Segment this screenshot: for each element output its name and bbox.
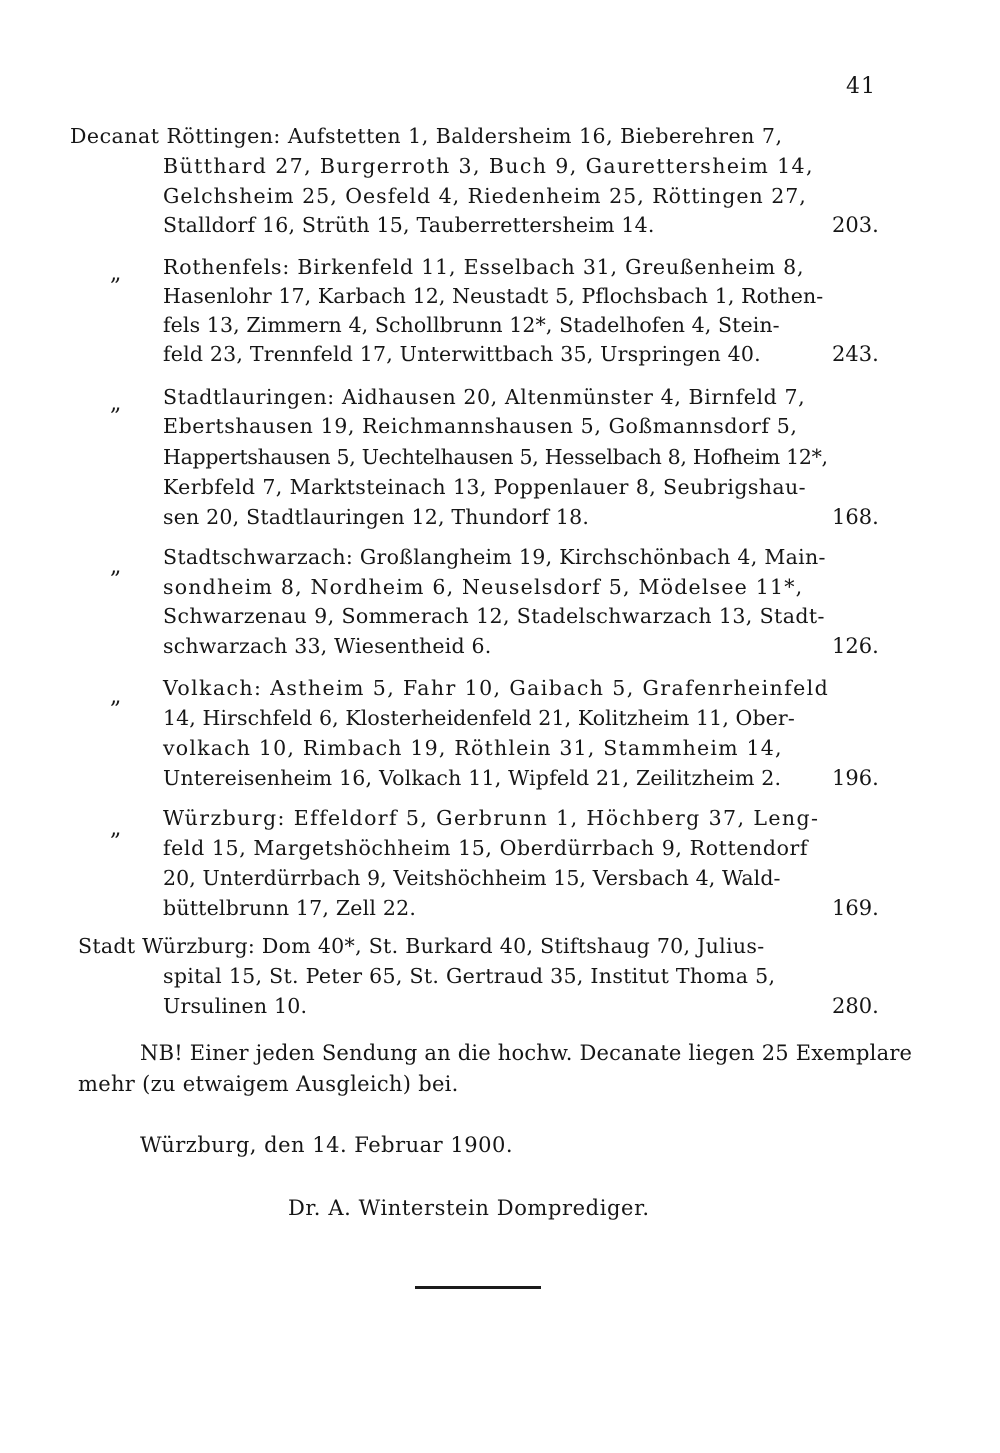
entry-total: 168. <box>832 505 879 529</box>
entry-line: Stalldorf 16, Strüth 15, Tauberrettersheim 14. <box>163 213 655 237</box>
entry-line: Rothenfels: Birkenfeld 11, Esselbach 31, Greußenheim 8, <box>163 255 805 279</box>
ditto-mark: „ <box>110 391 122 416</box>
entry-line: Volkach: Astheim 5, Fahr 10, Gaibach 5, Grafenrheinfeld <box>163 676 830 700</box>
entry-line: Decanat Röttingen: Aufstetten 1, Baldersheim 16, Bieberehren 7, <box>70 124 783 148</box>
entry-total: 243. <box>832 342 879 366</box>
ditto-mark: „ <box>110 261 122 286</box>
entry-total: 126. <box>832 634 879 658</box>
entry-total: 203. <box>832 213 879 237</box>
entry-line: sondheim 8, Nordheim 6, Neuselsdorf 5, Mödelsee 11*, <box>163 575 804 599</box>
entry-line: Bütthard 27, Burgerroth 3, Buch 9, Gaurettersheim 14, <box>163 154 814 178</box>
page-number: 41 <box>846 74 876 99</box>
entry-total: 280. <box>832 994 879 1018</box>
entry-line: volkach 10, Rimbach 19, Röthlein 31, Stammheim 14, <box>163 736 783 760</box>
entry-line: Ebertshausen 19, Reichmannshausen 5, Goßmannsdorf 5, <box>163 414 798 438</box>
entry-line: feld 23, Trennfeld 17, Unterwittbach 35, Urspringen 40. <box>163 342 761 366</box>
entry-line: schwarzach 33, Wiesentheid 6. <box>163 634 492 658</box>
entry-line: Schwarzenau 9, Sommerach 12, Stadelschwarzach 13, Stadt- <box>163 604 825 628</box>
entry-line: feld 15, Margetshöchheim 15, Oberdürrbach 9, Rottendorf <box>163 836 809 860</box>
entry-line: fels 13, Zimmern 4, Schollbrunn 12*, Stadelhofen 4, Stein- <box>163 313 780 337</box>
entry-line: Untereisenheim 16, Volkach 11, Wipfeld 21, Zeilitzheim 2. <box>163 766 782 790</box>
entry-line: Kerbfeld 7, Marktsteinach 13, Poppenlauer 8, Seubrigshau- <box>163 475 806 499</box>
note-line-1: NB! Einer jeden Sendung an die hochw. Decanate liegen 25 Exemplare <box>140 1041 913 1065</box>
entry-line: sen 20, Stadtlauringen 12, Thundorf 18. <box>163 505 590 529</box>
ditto-mark: „ <box>110 816 122 841</box>
entry-total: 196. <box>832 766 879 790</box>
ditto-mark: „ <box>110 554 122 579</box>
entry-line: 14, Hirschfeld 6, Klosterheidenfeld 21, Kolitzheim 11, Ober- <box>163 706 795 730</box>
note-line-2: mehr (zu etwaigem Ausgleich) bei. <box>78 1072 459 1096</box>
entry-line: Happertshausen 5, Uechtelhausen 5, Hesselbach 8, Hofheim 12*, <box>163 445 828 469</box>
entry-line: Würzburg: Effeldorf 5, Gerbrunn 1, Höchberg 37, Leng- <box>163 806 820 830</box>
entry-line: spital 15, St. Peter 65, St. Gertraud 35, Institut Thoma 5, <box>163 964 776 988</box>
entry-line: Ursulinen 10. <box>163 994 308 1018</box>
signature: Dr. A. Winterstein Domprediger. <box>288 1196 650 1220</box>
entry-line: Stadtlauringen: Aidhausen 20, Altenmünster 4, Birnfeld 7, <box>163 385 806 409</box>
date-line: Würzburg, den 14. Februar 1900. <box>140 1133 514 1157</box>
entry-line: 20, Unterdürrbach 9, Veitshöchheim 15, Versbach 4, Wald- <box>163 866 781 890</box>
entry-line: Stadtschwarzach: Großlangheim 19, Kirchschönbach 4, Main- <box>163 545 826 569</box>
entry-line: Stadt Würzburg: Dom 40*, St. Burkard 40, Stiftshaug 70, Julius- <box>78 934 765 958</box>
entry-total: 169. <box>832 896 879 920</box>
entry-line: Gelchsheim 25, Oesfeld 4, Riedenheim 25, Röttingen 27, <box>163 184 807 208</box>
entry-line: Hasenlohr 17, Karbach 12, Neustadt 5, Pflochsbach 1, Rothen- <box>163 284 824 308</box>
ditto-mark: „ <box>110 684 122 709</box>
entry-line: büttelbrunn 17, Zell 22. <box>163 896 417 920</box>
closing-rule <box>415 1286 541 1289</box>
